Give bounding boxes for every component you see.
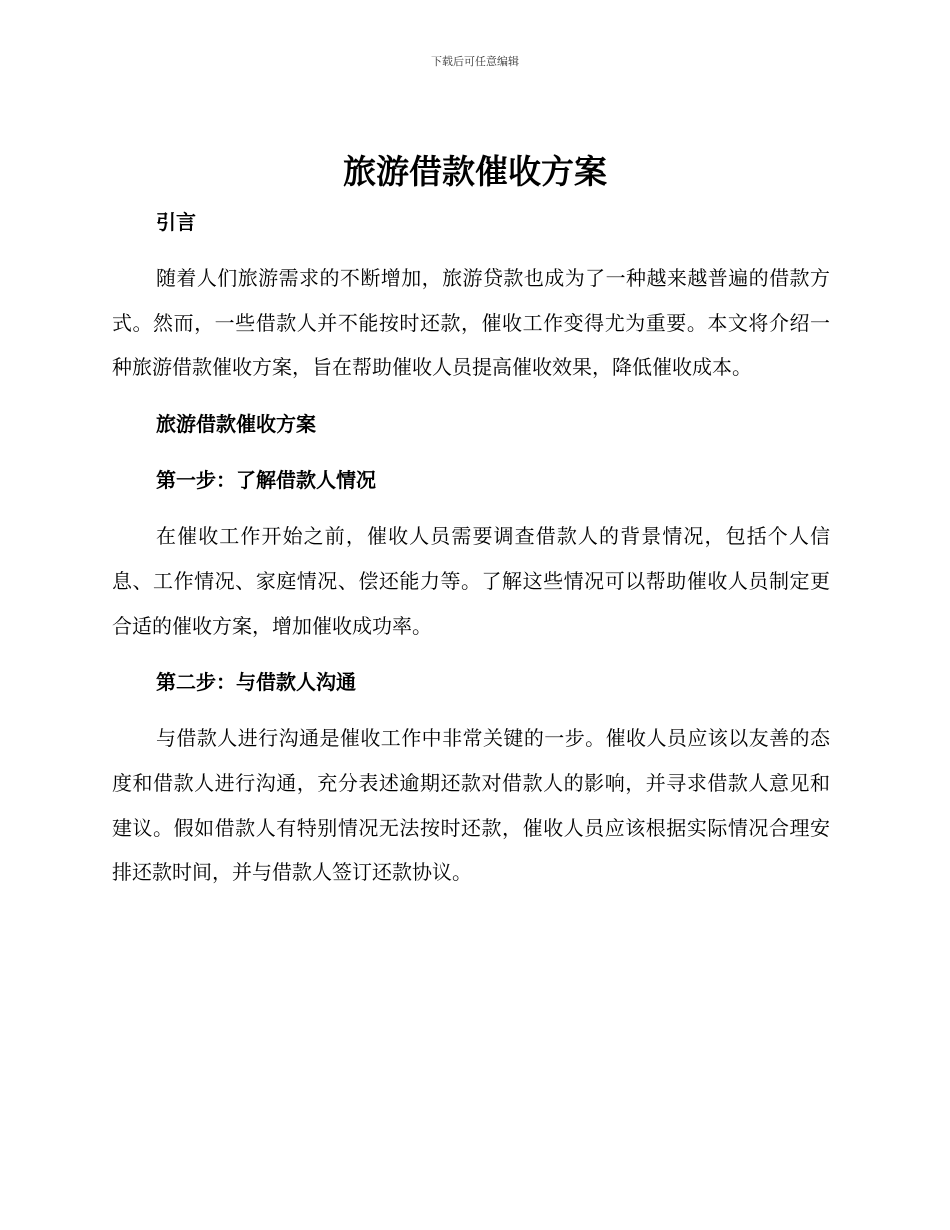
- document-title: 旅游借款催收方案: [343, 152, 607, 191]
- step1-paragraph: 在催收工作开始之前，催收人员需要调查借款人的背景情况，包括个人信息、工作情况、家庭情况、偿还能力等。了解这些情况可以帮助催收人员制定更合适的催收方案，增加催收成功率。: [112, 524, 830, 638]
- page-header: 下载后可任意编辑: [431, 55, 519, 68]
- section-heading-step1: 第一步：了解借款人情况: [156, 468, 376, 493]
- section-heading-plan: 旅游借款催收方案: [156, 412, 316, 437]
- step2-paragraph: 与借款人进行沟通是催收工作中非常关键的一步。催收人员应该以友善的态度和借款人进行沟通，充分表述逾期还款对借款人的影响，并寻求借款人意见和建议。假如借款人有特别情况无法按时还款，催收人员应该根据实际情况合理安排还款时间，并与借款人签订还款协议。: [112, 726, 830, 885]
- document-body: [112, 200, 830, 895]
- section-heading-step2: 第二步：与借款人沟通: [156, 670, 356, 695]
- section-heading-intro: 引言: [156, 210, 196, 234]
- intro-paragraph: 随着人们旅游需求的不断增加，旅游贷款也成为了一种越来越普遍的借款方式。然而，一些借款人并不能按时还款，催收工作变得尤为重要。本文将介绍一种旅游借款催收方案，旨在帮助催收人员提高催收效果，降低催收成本。: [112, 266, 830, 380]
